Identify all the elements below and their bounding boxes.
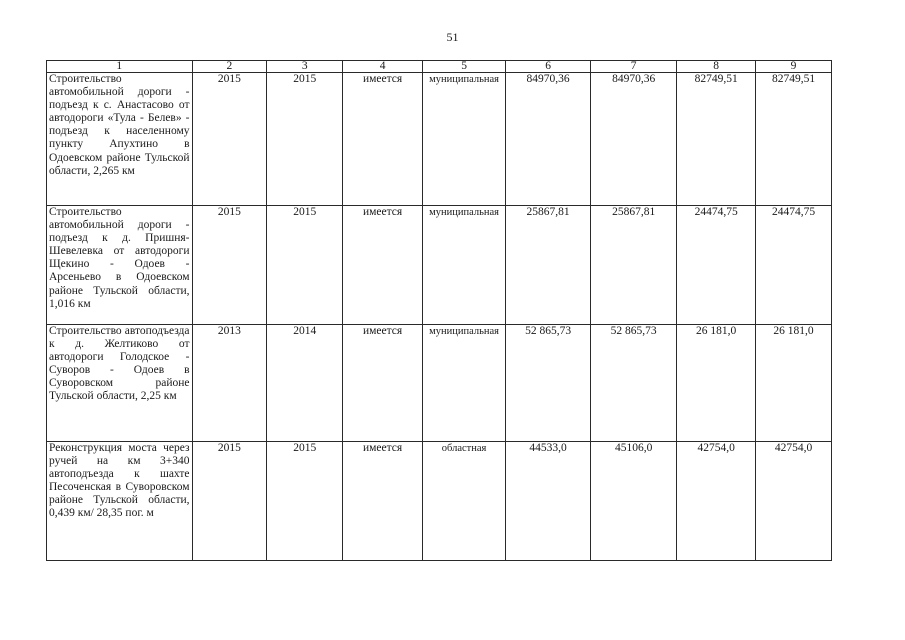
value-col6: 44533,0 bbox=[506, 442, 591, 561]
table-row bbox=[47, 206, 832, 325]
column-header: 2 bbox=[192, 61, 267, 73]
value-col8: 26 181,0 bbox=[677, 325, 756, 442]
column-header: 6 bbox=[506, 61, 591, 73]
ownership-type: муниципальная bbox=[423, 73, 506, 206]
value-col7: 25867,81 bbox=[591, 206, 677, 325]
column-header: 5 bbox=[423, 61, 506, 73]
end-year: 2015 bbox=[267, 73, 343, 206]
value-col7: 52 865,73 bbox=[591, 325, 677, 442]
value-col6: 25867,81 bbox=[506, 206, 591, 325]
documentation-status: имеется bbox=[343, 206, 423, 325]
value-col8: 42754,0 bbox=[677, 442, 756, 561]
ownership-type: муниципальная bbox=[423, 206, 506, 325]
start-year: 2015 bbox=[192, 206, 267, 325]
start-year: 2015 bbox=[192, 442, 267, 561]
value-col8: 82749,51 bbox=[677, 73, 756, 206]
object-description: Реконструкция моста через ручей на км 3+340 автоподъезда к шахте Песоченская в Суворовском районе Тульской области, 0,439 км/ 28,35 пог. м bbox=[47, 442, 193, 561]
table-row bbox=[47, 442, 832, 561]
ownership-type: областная bbox=[423, 442, 506, 561]
value-col8: 24474,75 bbox=[677, 206, 756, 325]
end-year: 2015 bbox=[267, 206, 343, 325]
ownership-type: муниципальная bbox=[423, 325, 506, 442]
object-description: Строительство автоподъезда к д. Желтиково от автодороги Голодское - Суворов - Одоев в Суворовском районе Тульской области, 2,25 км bbox=[47, 325, 193, 442]
page-number: 51 bbox=[446, 30, 459, 44]
column-header: 1 bbox=[47, 61, 193, 73]
column-header: 9 bbox=[756, 61, 832, 73]
value-col9: 82749,51 bbox=[756, 73, 832, 206]
header-row bbox=[47, 61, 832, 73]
documentation-status: имеется bbox=[343, 442, 423, 561]
column-header: 3 bbox=[267, 61, 343, 73]
column-header: 8 bbox=[677, 61, 756, 73]
documentation-status: имеется bbox=[343, 73, 423, 206]
table-row bbox=[47, 325, 832, 442]
value-col6: 84970,36 bbox=[506, 73, 591, 206]
end-year: 2014 bbox=[267, 325, 343, 442]
documentation-status: имеется bbox=[343, 325, 423, 442]
column-header: 4 bbox=[343, 61, 423, 73]
object-description: Строительство автомобильной дороги - подъезд к с. Анастасово от автодороги «Тула - Белев» - подъезд к населенному пункту Апухтино в Одоевском районе Тульской области, 2,265 км bbox=[47, 73, 193, 206]
start-year: 2013 bbox=[192, 325, 267, 442]
object-description: Строительство автомобильной дороги - подъезд к д. Пришня-Шевелевка от автодороги Щекино - Одоев - Арсеньево в Одоевском районе Тульской области, 1,016 км bbox=[47, 206, 193, 325]
table-row bbox=[47, 73, 832, 206]
value-col6: 52 865,73 bbox=[506, 325, 591, 442]
value-col9: 24474,75 bbox=[756, 206, 832, 325]
end-year: 2015 bbox=[267, 442, 343, 561]
column-header: 7 bbox=[591, 61, 677, 73]
value-col7: 84970,36 bbox=[591, 73, 677, 206]
data-table bbox=[46, 60, 832, 561]
value-col9: 26 181,0 bbox=[756, 325, 832, 442]
start-year: 2015 bbox=[192, 73, 267, 206]
value-col7: 45106,0 bbox=[591, 442, 677, 561]
value-col9: 42754,0 bbox=[756, 442, 832, 561]
